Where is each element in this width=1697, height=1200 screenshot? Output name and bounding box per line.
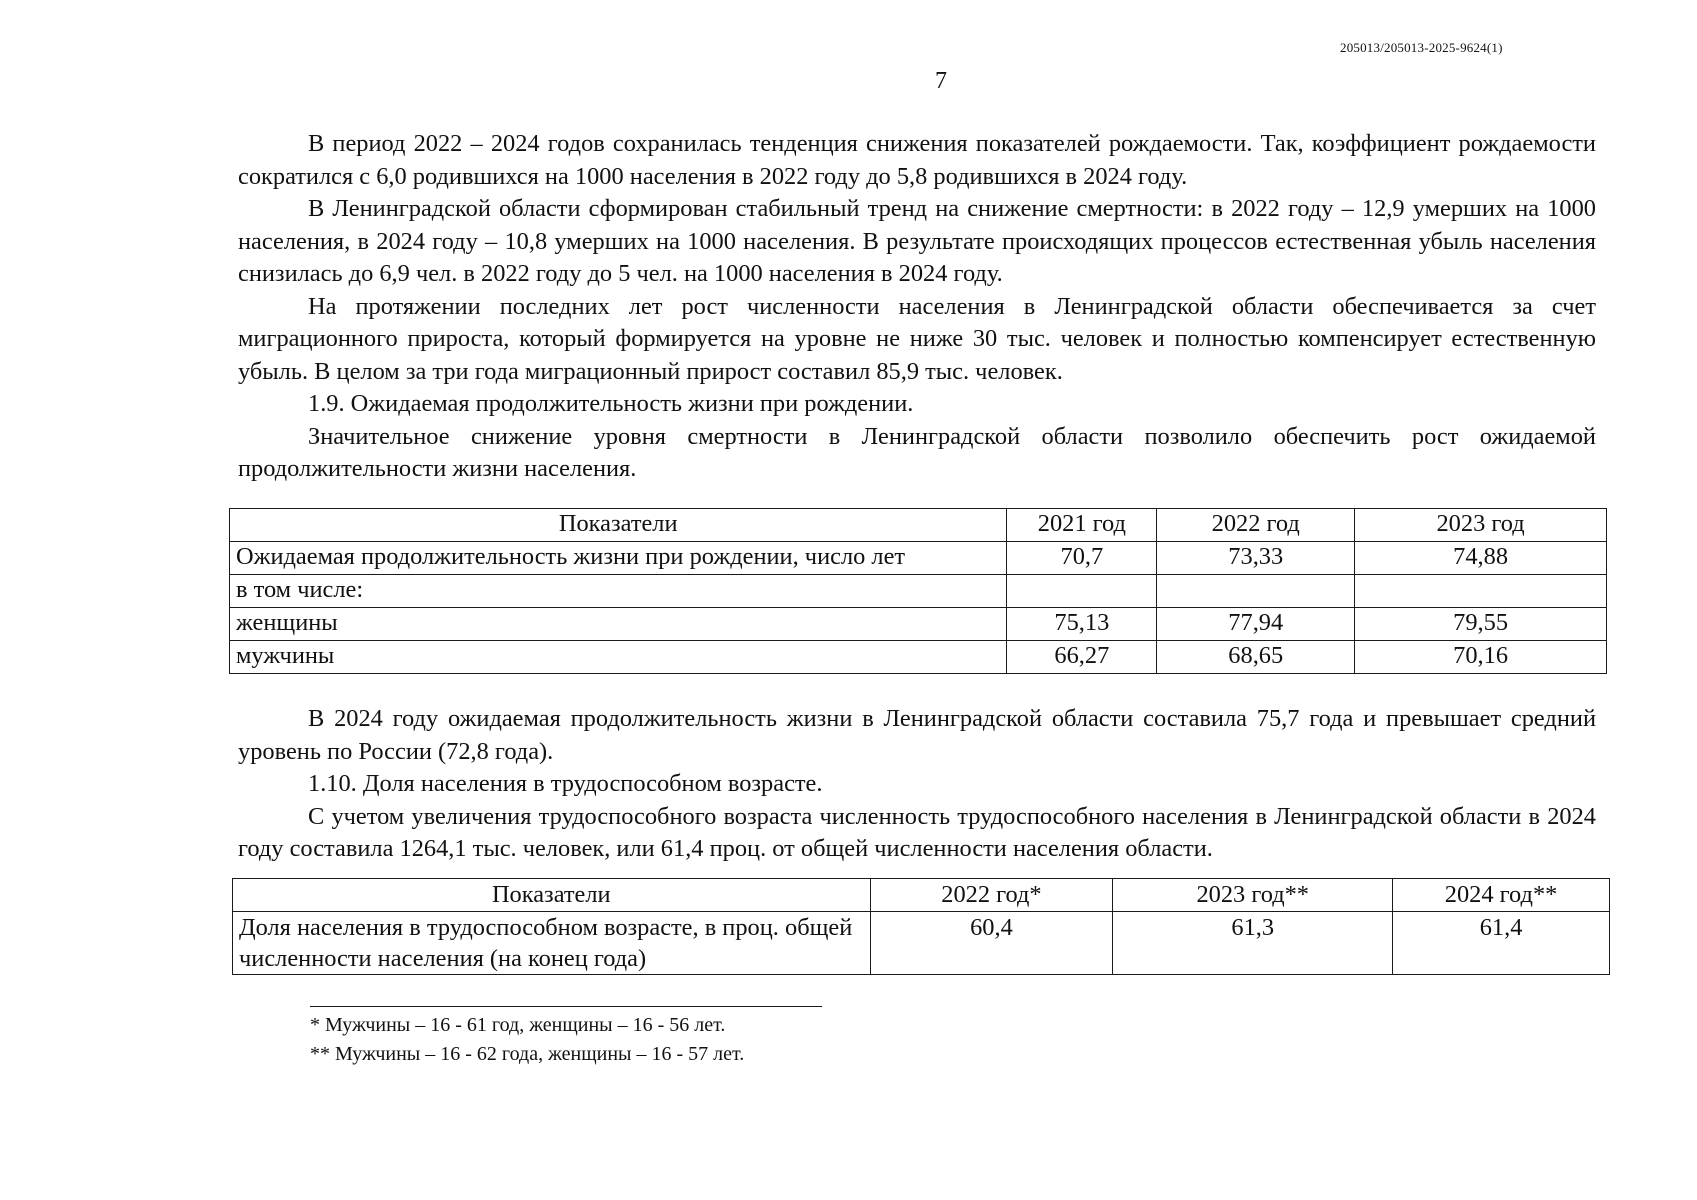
table-cell: 75,13 [1007, 608, 1157, 641]
table-cell: 66,27 [1007, 641, 1157, 674]
table-header-row [230, 509, 1607, 542]
text-block-working-age [238, 703, 1596, 866]
paragraph-life-expectancy-intro: Значительное снижение уровня смертности в Ленинградской области позволило обеспечить рост ожидаемой продолжительности жизни населения. [238, 422, 1596, 482]
table-cell [1355, 575, 1607, 608]
column-header: 2022 год [1157, 509, 1355, 542]
footnote-divider [310, 1006, 822, 1007]
table-row [230, 542, 1607, 575]
column-header: 2023 год** [1113, 879, 1393, 912]
table-cell: 79,55 [1355, 608, 1607, 641]
column-header: 2024 год** [1393, 879, 1610, 912]
table-cell: 74,88 [1355, 542, 1607, 575]
table-cell: 70,16 [1355, 641, 1607, 674]
row-label: в том числе: [230, 575, 1007, 608]
row-label: женщины [230, 608, 1007, 641]
footnotes [310, 1011, 744, 1069]
column-header: Показатели [230, 509, 1007, 542]
table-cell: 61,4 [1393, 912, 1610, 975]
section-heading-life-expectancy: 1.9. Ожидаемая продолжительность жизни при рождении. [308, 390, 914, 417]
page-number: 7 [935, 68, 947, 94]
section-heading-working-age: 1.10. Доля населения в трудоспособном возрасте. [308, 770, 823, 797]
life-expectancy-table [229, 508, 1607, 674]
column-header: 2021 год [1007, 509, 1157, 542]
table-row [230, 608, 1607, 641]
table-cell: 77,94 [1157, 608, 1355, 641]
table-header-row [233, 879, 1610, 912]
column-header: Показатели [233, 879, 871, 912]
table-cell: 70,7 [1007, 542, 1157, 575]
table-cell: 60,4 [870, 912, 1113, 975]
paragraph-mortality: В Ленинградской области сформирован стабильный тренд на снижение смертности: в 2022 году – 12,9 умерших на 1000 населения, в 2024 году – 10,8 умерших на 1000 населения. В результате происходящих процессов естественная убыль населения снизилась до 6,9 чел. в 2022 году до 5 чел. на 1000 населения в 2024 году. [238, 195, 1596, 287]
table-cell: 61,3 [1113, 912, 1393, 975]
paragraph-life-expectancy-2024: В 2024 году ожидаемая продолжительность жизни в Ленинградской области составила 75,7 года и превышает средний уровень по России (72,8 года). [238, 705, 1596, 765]
working-age-table [232, 878, 1610, 975]
paragraph-migration: На протяжении последних лет рост численности населения в Ленинградской области обеспечивается за счет миграционного прироста, который формируется на уровне не ниже 30 тыс. человек и полностью компенсирует естественную убыль. В целом за три года миграционный прирост составил 85,9 тыс. человек. [238, 292, 1596, 385]
footnote-single-asterisk: * Мужчины – 16 - 61 год, женщины – 16 - 56 лет. [310, 1014, 726, 1036]
column-header: 2022 год* [870, 879, 1113, 912]
footnote-double-asterisk: ** Мужчины – 16 - 62 года, женщины – 16 - 57 лет. [310, 1043, 745, 1065]
document-id: 205013/205013-2025-9624(1) [1340, 40, 1503, 55]
paragraph-birth-rate: В период 2022 – 2024 годов сохранилась тенденция снижения показателей рождаемости. Так, коэффициент рождаемости сократился с 6,0 родившихся на 1000 населения в 2022 году до 5,8 родившихся в 2024 году. [238, 130, 1596, 190]
table-cell: 68,65 [1157, 641, 1355, 674]
table-row [230, 641, 1607, 674]
row-label: Ожидаемая продолжительность жизни при рождении, число лет [230, 542, 1007, 575]
text-block-demography [238, 128, 1596, 486]
table-row [230, 575, 1607, 608]
table-cell [1007, 575, 1157, 608]
table-cell: 73,33 [1157, 542, 1355, 575]
table-row [233, 912, 1610, 975]
row-label: Доля населения в трудоспособном возрасте, в проц. общей численности населения (на конец года) [233, 912, 871, 975]
paragraph-working-age: С учетом увеличения трудоспособного возраста численность трудоспособного населения в Ленинградской области в 2024 году составила 1264,1 тыс. человек, или 61,4 проц. от общей численности населения области. [238, 802, 1596, 862]
column-header: 2023 год [1355, 509, 1607, 542]
row-label: мужчины [230, 641, 1007, 674]
table-cell [1157, 575, 1355, 608]
